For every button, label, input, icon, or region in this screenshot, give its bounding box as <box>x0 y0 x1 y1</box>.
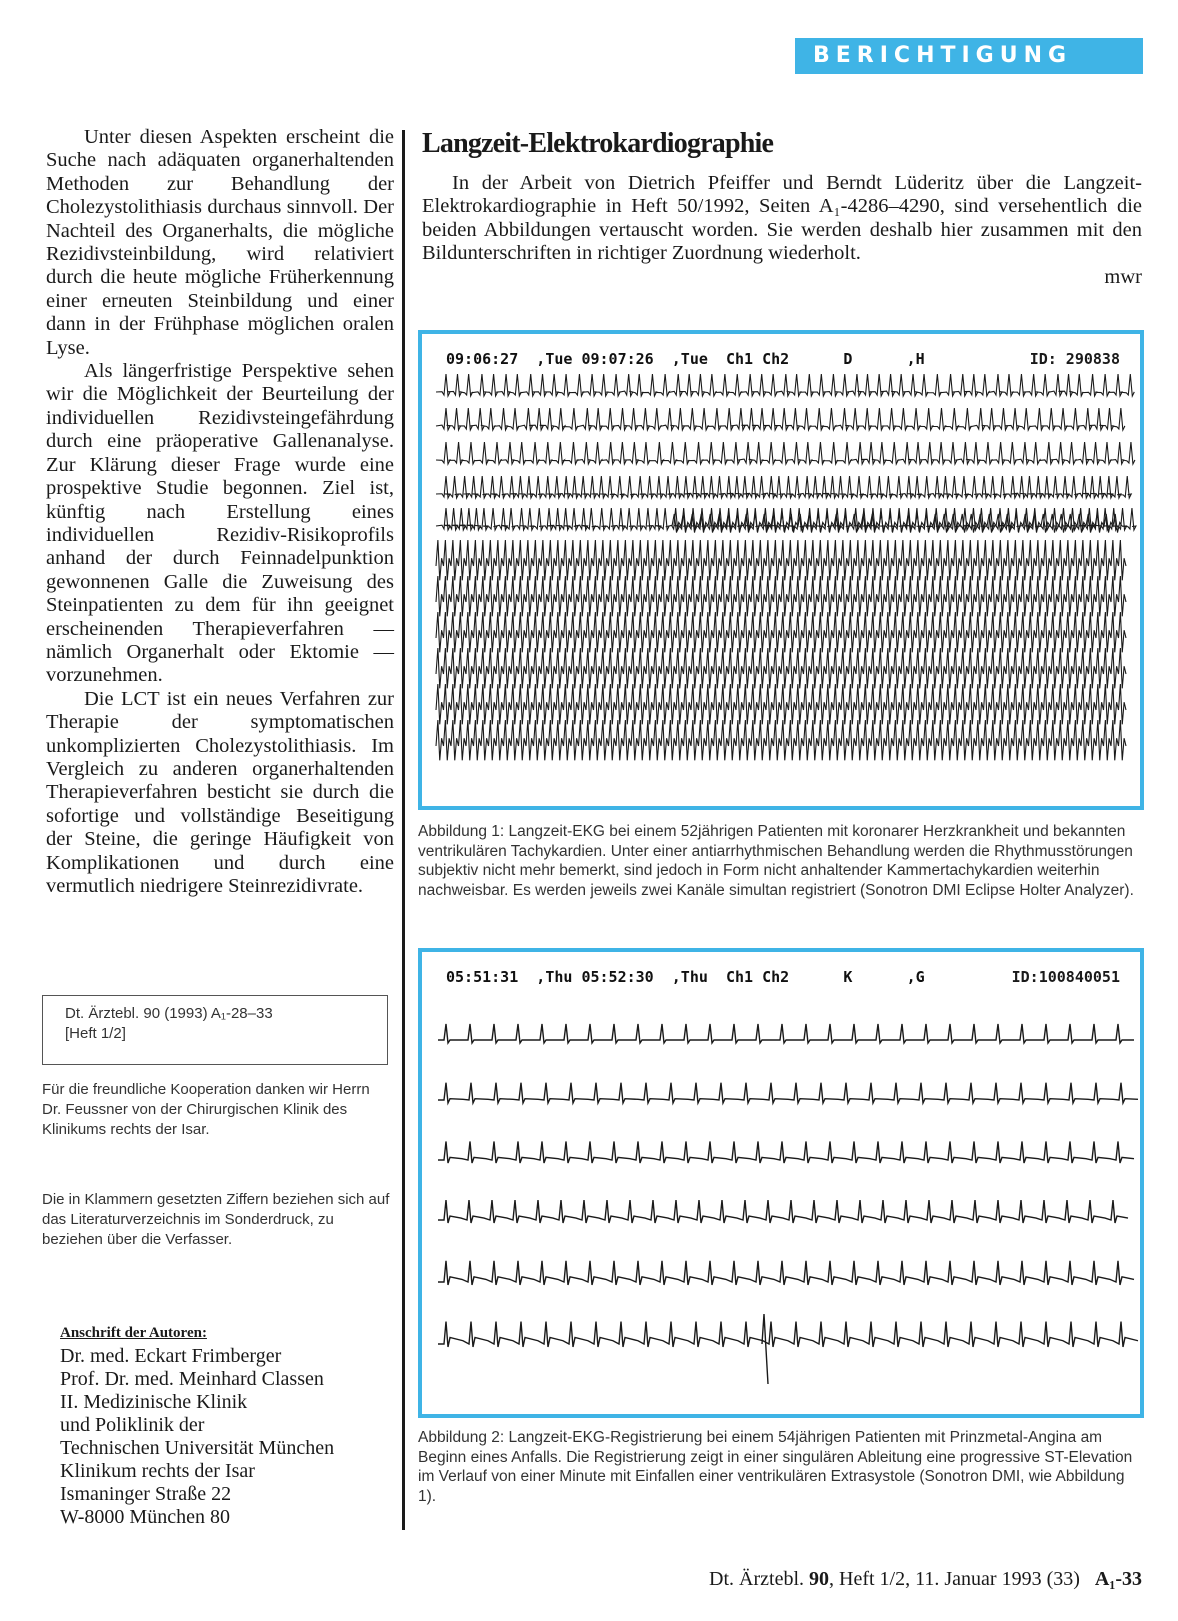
address-line: II. Medizinische Klinik <box>60 1391 248 1413</box>
citation-line: Dt. Ärztebl. 90 (1993) A₁-28–33 <box>65 1005 273 1022</box>
footer-volume: 90 <box>809 1568 830 1590</box>
figure-1-caption: Abbildung 1: Langzeit-EKG bei einem 52jährigen Patienten mit koronarer Herzkrankheit und bekannten ventrikulären Tachykardien. Unter einer antiarrhythmischen Behandlung werden die Rhythmusstörungen subjektiv nicht mehr bemerkt, sind jedoch in Form nicht anhaltender Kammertachykardien weiterhin nachweisbar. Es werden jeweils zwei Kanäle simultan registriert (Sonotron DMI Eclipse Holter Analyzer). <box>418 823 1134 899</box>
intro-paragraph: In der Arbeit von Dietrich Pfeiffer und Berndt Lüderitz über die Langzeit-Elektrokardiographie in Heft 50/1992, Seiten A₁-4286–4290, sind versehentlich die beiden Abbildungen vertauscht worden. Sie werden deshalb hier zusammen mit den Bildunterschriften in richtiger Zuordnung wiederholt. <box>422 172 1142 265</box>
footer-issue: , Heft 1/2, 11. Januar 1993 (33) <box>829 1568 1080 1590</box>
address-line: Ismaninger Straße 22 <box>60 1483 232 1505</box>
column-divider <box>402 130 405 1530</box>
ekg-trace-line <box>436 374 1134 396</box>
address-line: W-8000 München 80 <box>60 1506 230 1528</box>
author-signature: mwr <box>1104 265 1142 288</box>
author-address <box>60 1345 334 1529</box>
figure-2-header: 05:51:31 ,Thu 05:52:30 ,Thu Ch1 Ch2 K ,G <box>446 968 925 986</box>
ekg-trace-line <box>438 1200 1128 1223</box>
ekg-trace-line <box>436 476 1131 498</box>
address-line: Dr. med. Eckart Frimberger <box>60 1345 282 1367</box>
figure-1-header: 09:06:27 ,Tue 09:07:26 ,Tue Ch1 Ch2 D ,H <box>446 350 925 368</box>
footer-journal: Dt. Ärztebl. <box>709 1568 805 1590</box>
figure-1-id: ID: 290838 <box>1029 350 1120 368</box>
ekg-trace-line <box>438 1261 1134 1285</box>
ekg-trace-line <box>438 1024 1134 1043</box>
ekg-trace-line <box>436 720 1126 760</box>
figure-2-ekg <box>418 948 1144 1418</box>
ekg-trace-line <box>436 576 1126 616</box>
ekg-trace-line <box>438 1314 1138 1384</box>
references-note: Die in Klammern gesetzten Ziffern beziehen sich auf das Literaturverzeichnis im Sonderdruck, zu beziehen über die Verfasser. <box>42 1191 390 1248</box>
body-paragraph: Unter diesen Aspekten erscheint die Suche nach adäquaten organerhaltenden Methoden zur Behandlung der Cholezystolithiasis durchaus sinnvoll. Der Nachteil des Organerhalts, die mögliche Rezidivsteinbildung, wird relativiert durch die heute mögliche Früherkennung einer erneuten Steinbildung und einer dann in der Frühphase möglichen oralen Lyse. <box>46 126 394 359</box>
article-intro <box>422 172 1142 289</box>
address-heading: Anschrift der Autoren: <box>60 1325 207 1341</box>
ekg-trace-line <box>436 442 1135 464</box>
address-line: Klinikum rechts der Isar <box>60 1460 255 1482</box>
article-headline: Langzeit-Elektrokardiographie <box>422 128 774 159</box>
address-line: Prof. Dr. med. Meinhard Classen <box>60 1368 324 1390</box>
ekg-trace-line <box>438 1141 1134 1163</box>
page-footer <box>709 1568 1142 1591</box>
address-line: und Poliklinik der <box>60 1414 205 1436</box>
citation-issue: [Heft 1/2] <box>65 1025 126 1042</box>
ekg-trace-line <box>672 514 1122 533</box>
body-paragraph: Als längerfristige Perspektive sehen wir die Möglichkeit der Beurteilung der individuellen Rezidivsteingefährdung durch eine präoperative Gallenanalyse. Zur Klärung dieser Frage wurde eine prospektive Studie begonnen. Ziel ist, künftig nach Erstellung eines individuellen Rezidiv-Risikoprofils anhand der durch Feinnadelpunktion gewonnenen Galle die Zuweisung des Steinpatienten zu dem für ihn geeignet erscheinenden Therapieverfahren — nämlich Organerhalt oder Ektomie — vorzunehmen. <box>46 360 394 687</box>
ekg-trace-1 <box>422 334 1140 806</box>
page-number: A₁-33 <box>1094 1568 1142 1590</box>
body-paragraph: Die LCT ist ein neues Verfahren zur Therapie der symptomatischen unkomplizierten Cholezystolithiasis. Im Vergleich zu anderen organerhaltenden Therapieverfahren besticht sie durch die sofortige und vollständige Beseitigung der Steine, die geringe Häufigkeit von Komplikationen und durch eine vermutlich niedrigere Steinrezidivrate. <box>46 687 394 897</box>
figure-2-id: ID:100840051 <box>1011 968 1120 986</box>
ekg-trace-line <box>436 612 1126 652</box>
ekg-trace-line <box>436 684 1126 724</box>
section-banner: BERICHTIGUNG <box>795 38 1143 74</box>
ekg-trace-2 <box>422 952 1140 1414</box>
acknowledgement-note: Für die freundliche Kooperation danken wir Herrn Dr. Feussner von der Chirurgischen Klinik des Klinikums rechts der Isar. <box>42 1081 370 1138</box>
citation-box <box>42 995 388 1065</box>
address-line: Technischen Universität München <box>60 1437 335 1459</box>
ekg-trace-line <box>436 648 1126 688</box>
left-column-text <box>46 126 394 898</box>
ekg-trace-line <box>438 1083 1138 1103</box>
figure-2-caption: Abbildung 2: Langzeit-EKG-Registrierung bei einem 54jährigen Patienten mit Prinzmetal-Angina am Beginn eines Anfalls. Die Registrierung zeigt in einer singulären Ableitung eine progressive ST-Elevation im Verlauf von einer Minute mit Einfallen einer ventrikulären Extrasystole (Sonotron DMI, wie Abbildung 1). <box>418 1429 1133 1505</box>
ekg-trace-line <box>436 408 1125 430</box>
ekg-trace-line <box>436 540 1126 580</box>
figure-1-ekg <box>418 330 1144 810</box>
